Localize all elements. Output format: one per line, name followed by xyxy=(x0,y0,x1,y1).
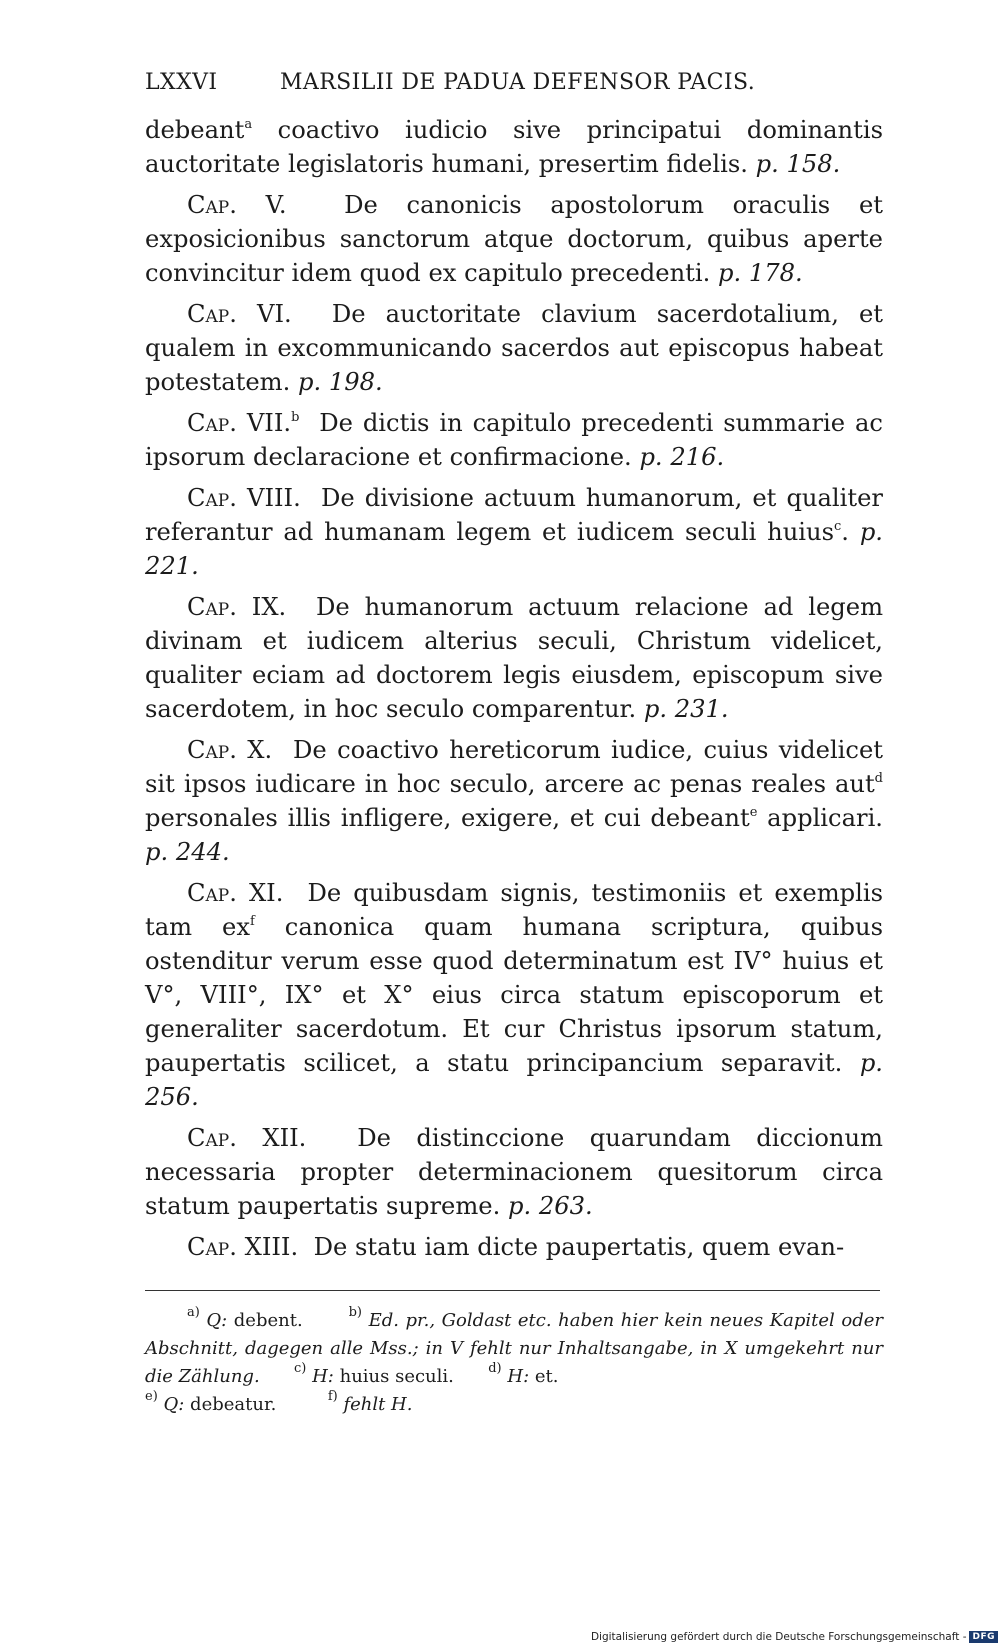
chapter-label: Cap. XII. xyxy=(187,1124,307,1152)
footnote-c xyxy=(294,1361,454,1387)
chapter-title: De auctoritate clavium sacerdotalium, et qualem in excommunicando sacerdos aut episcopus habeat potestatem. xyxy=(145,300,883,396)
chapter-entry-xi xyxy=(145,876,883,1114)
chapter-entry-x xyxy=(145,733,883,869)
footnote-text: fehlt H. xyxy=(343,1394,413,1415)
table-of-contents xyxy=(145,113,883,1264)
footnote-source: H: xyxy=(507,1366,530,1387)
footnote-source: Q: xyxy=(206,1310,228,1331)
chapter-label: Cap. VI. xyxy=(187,300,292,328)
footnote-d xyxy=(488,1361,559,1387)
footnote-mark: d) xyxy=(488,1361,502,1376)
chapter-entry-vii xyxy=(145,406,883,474)
chapter-label: Cap. X. xyxy=(187,736,273,764)
running-title: MARSILII DE PADUA DEFENSOR PACIS. xyxy=(280,70,756,95)
chapter-title-mid: canonica quam humana scriptura, quibus ostenditur verum esse quod determinatum est IV° huius et V°, VIII°, IX° et X° eius circa statum episcoporum et generaliter sacerdotum. Et cur Christus ipsorum statum, paupertatis scilicet, a statu principancium separavit. xyxy=(145,913,883,1077)
chapter-entry-vi xyxy=(145,297,883,399)
footnote-text: debeatur. xyxy=(184,1394,277,1415)
footnote-line-2 xyxy=(145,1391,883,1419)
chapter-title: De coactivo hereticorum iudice, cuius videlicet sit ipsos iudicare in hoc seculo, arcere ac penas reales aut xyxy=(145,736,883,798)
page xyxy=(145,70,883,1419)
chapter-entry-xii xyxy=(145,1121,883,1223)
chapter-entry-ix xyxy=(145,590,883,726)
chapter-label: Cap. VIII. xyxy=(187,484,301,512)
continuation-text-rest: coactivo iudicio sive principatui dominantis auctoritate legislatoris humani, presertim fidelis. xyxy=(145,116,883,178)
credit-text: Digitalisierung gefördert durch die Deutsche Forschungsgemeinschaft - xyxy=(590,1631,967,1643)
dfg-logo-icon: DFG xyxy=(969,1631,998,1643)
footnote-mark: c) xyxy=(294,1361,307,1376)
footnote-text: huius seculi. xyxy=(333,1366,454,1387)
chapter-label: Cap. V. xyxy=(187,191,287,219)
footnote-mark: b) xyxy=(348,1305,362,1320)
page-reference: p. 221. xyxy=(145,518,883,580)
chapter-title: De distinccione quarundam diccionum necessaria propter determinacionem quesitorum circa statum paupertatis supreme. xyxy=(145,1124,883,1220)
page-reference: p. 256. xyxy=(145,1049,883,1111)
digitization-credit xyxy=(591,1631,998,1643)
page-reference: p. 216. xyxy=(639,443,725,471)
page-reference: p. 178. xyxy=(718,259,803,287)
continuation-text: debeant xyxy=(145,116,245,144)
chapter-title: De humanorum actuum relacione ad legem divinam et iudicem alterius seculi, Christum videlicet, qualiter eciam ad doctorem legis eiusdem, episcopum sive sacerdotem, in hoc seculo comparentur. xyxy=(145,593,884,723)
footnote-source: H: xyxy=(312,1366,334,1387)
footnote-ref-f: f xyxy=(250,914,255,929)
footnote-mark: e) xyxy=(145,1389,158,1404)
footnote-ref-a: a xyxy=(244,117,253,132)
footnotes xyxy=(145,1307,883,1419)
footnote-line-1 xyxy=(145,1307,883,1391)
footnote-text: debent. xyxy=(227,1310,303,1331)
footnote-a xyxy=(187,1305,303,1331)
chapter-label: Cap. XI. xyxy=(187,879,284,907)
page-number: LXXVI xyxy=(145,70,218,95)
footnote-divider xyxy=(145,1290,880,1291)
footnote-mark: f) xyxy=(327,1389,338,1404)
page-reference: p. 198. xyxy=(297,368,383,396)
chapter-title-end: . xyxy=(841,518,860,546)
footnote-ref-d: d xyxy=(874,771,883,786)
chapter-entry-v xyxy=(145,188,883,290)
chapter-title: De divisione actuum humanorum, et qualiter referantur ad humanam legem et iudicem seculi huius xyxy=(145,484,883,546)
footnote-source: Q: xyxy=(163,1394,185,1415)
chapter-label: Cap. IX. xyxy=(187,593,287,621)
page-reference: p. 244. xyxy=(145,838,230,866)
footnote-e xyxy=(145,1389,277,1415)
chapter-title-end: applicari. xyxy=(757,804,883,832)
chapter-title: De statu iam dicte paupertatis, quem evan- xyxy=(313,1233,845,1261)
chapter-label: Cap. VII. xyxy=(187,409,292,437)
continuation-paragraph xyxy=(145,113,883,181)
page-reference: p. 158. xyxy=(755,150,841,178)
footnote-ref-b: b xyxy=(291,410,300,425)
page-reference: p. 263. xyxy=(508,1192,593,1220)
footnote-text: et. xyxy=(529,1366,559,1387)
chapter-title: De canonicis apostolorum oraculis et exposicionibus sanctorum atque doctorum, quibus aperte convincitur idem quod ex capitulo precedenti. xyxy=(145,191,883,287)
chapter-entry-xiii xyxy=(145,1230,883,1264)
footnote-f xyxy=(327,1389,413,1415)
chapter-title: De quibusdam signis, testimoniis et exemplis tam ex xyxy=(145,879,884,941)
chapter-label: Cap. XIII. xyxy=(187,1233,299,1261)
chapter-title: De dictis in capitulo precedenti summarie ac ipsorum declaracione et confirmacione. xyxy=(145,409,883,471)
footnote-ref-c: c xyxy=(834,519,842,534)
chapter-entry-viii xyxy=(145,481,883,583)
page-reference: p. 231. xyxy=(643,695,729,723)
footnote-ref-e: e xyxy=(749,805,758,820)
running-head xyxy=(145,70,883,95)
footnote-text: Ed. pr., Goldast etc. haben hier kein neues Kapitel oder Abschnitt, dagegen alle Mss.; in V fehlt nur Inhaltsangabe, in X umgekehrt nur die Zählung. xyxy=(145,1310,883,1387)
chapter-title-mid: personales illis infligere, exigere, et cui debeant xyxy=(145,804,750,832)
footnote-mark: a) xyxy=(187,1305,200,1320)
